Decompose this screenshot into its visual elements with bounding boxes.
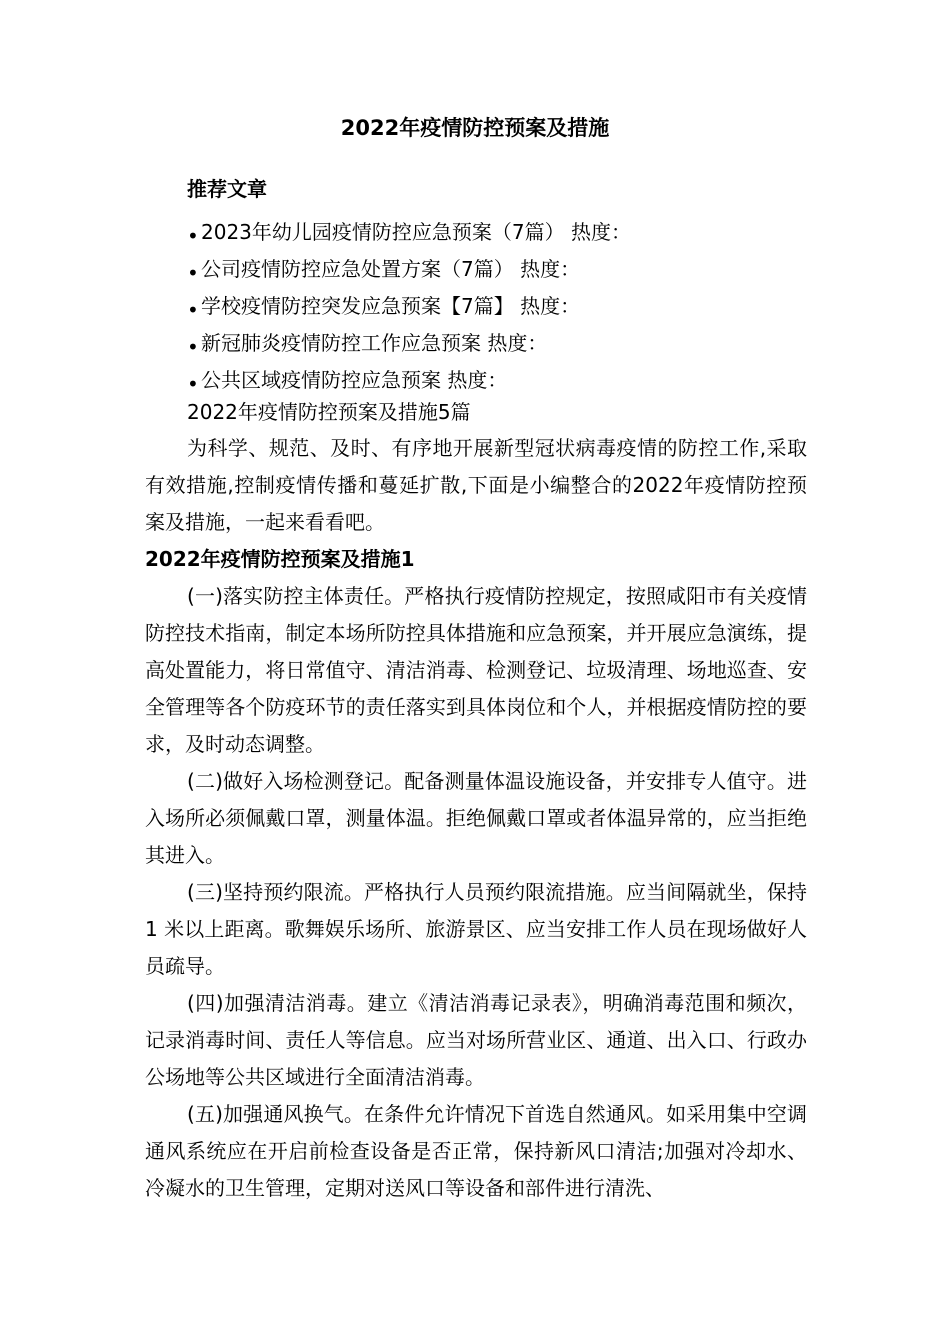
recommend-item[interactable] (187, 214, 827, 251)
recommend-item-label[interactable]: 2023年幼儿园疫情防控应急预案（7篇） 热度： (201, 220, 631, 244)
bullet-icon: • (187, 335, 199, 359)
document-subtitle: 2022年疫情防控预案及措施5篇 (187, 400, 471, 424)
body-paragraph: (二)做好入场检测登记。配备测量体温设施设备，并安排专人值守。进入场所必须佩戴口罩，测量体温。拒绝佩戴口罩或者体温异常的，应当拒绝其进入。 (145, 769, 807, 867)
body-paragraph: (一)落实防控主体责任。严格执行疫情防控规定，按照咸阳市有关疫情防控技术指南，制定本场所防控具体措施和应急预案，并开展应急演练，提高处置能力，将日常值守、清洁消毒、检测登记、垃圾清理、场地巡查、安全管理等各个防疫环节的责任落实到具体岗位和个人，并根据疫情防控的要求，及时动态调整。 (145, 584, 807, 756)
body-paragraph: (四)加强清洁消毒。建立《清洁消毒记录表》，明确消毒范围和频次，记录消毒时间、责任人等信息。应当对场所营业区、通道、出入口、行政办公场地等公共区域进行全面清洁消毒。 (145, 991, 807, 1089)
body-paragraph: (三)坚持预约限流。严格执行人员预约限流措施。应当间隔就坐，保持 1 米以上距离。歌舞娱乐场所、旅游景区、应当安排工作人员在现场做好人员疏导。 (145, 880, 807, 978)
recommend-item-label[interactable]: 公共区域疫情防控应急预案 热度： (201, 368, 508, 392)
recommend-item[interactable] (187, 325, 827, 362)
intro-paragraph: 为科学、规范、及时、有序地开展新型冠状病毒疫情的防控工作,采取有效措施,控制疫情传播和蔓延扩散,下面是小编整合的2022年疫情防控预案及措施，一起来看看吧。 (145, 436, 807, 534)
document-title: 2022年疫情防控预案及措施 (340, 116, 610, 140)
bullet-icon: • (187, 261, 199, 285)
recommend-item-label[interactable]: 新冠肺炎疫情防控工作应急预案 热度： (201, 331, 548, 355)
section-heading: 2022年疫情防控预案及措施1 (145, 547, 415, 571)
recommend-item-label[interactable]: 公司疫情防控应急处置方案（7篇） 热度： (201, 257, 581, 281)
recommend-item[interactable] (187, 251, 827, 288)
bullet-icon: • (187, 224, 199, 248)
document-body (145, 430, 807, 1207)
bullet-icon: • (187, 298, 199, 322)
recommend-item-label[interactable]: 学校疫情防控突发应急预案【7篇】 热度： (201, 294, 581, 318)
recommend-list (187, 214, 827, 399)
bullet-icon: • (187, 372, 199, 396)
recommend-heading: 推荐文章 (187, 177, 267, 201)
body-paragraph: (五)加强通风换气。在条件允许情况下首选自然通风。如采用集中空调通风系统应在开启前检查设备是否正常，保持新风口清洁;加强对冷却水、冷凝水的卫生管理，定期对送风口等设备和部件进行清洗、 (145, 1102, 807, 1200)
recommend-item[interactable] (187, 362, 827, 399)
recommend-item[interactable] (187, 288, 827, 325)
